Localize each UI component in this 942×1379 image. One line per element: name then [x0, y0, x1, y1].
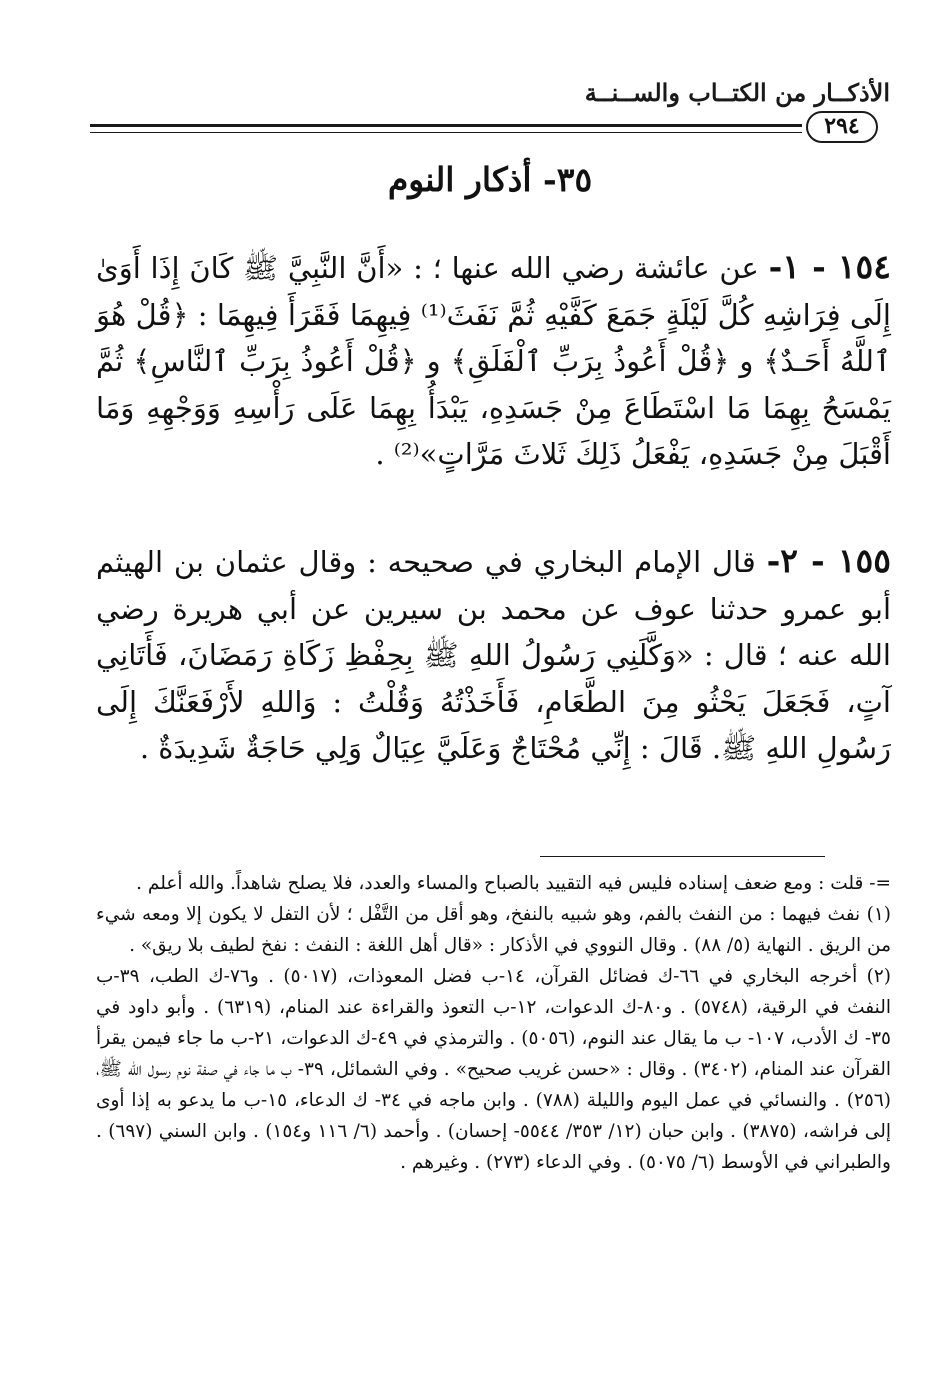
hadith-number: ١٥٥ - ٢- — [766, 541, 891, 580]
page-number-badge: ٢٩٤ — [806, 111, 878, 143]
hadith-number: ١٥٤ - ١- — [768, 247, 892, 286]
chapter-title: ٣٥- أذكار النوم — [387, 160, 593, 199]
hadith-155 — [96, 538, 891, 772]
footnote-1: (١) نفث فيهما : من النفث بالفم، وهو شبيه بالنفخ، وهو أقل من التَّفْل ؛ لأن التفل لا يكون إلا ومعه شيء من الريق . النهاية (٥/ ٨٨) . وقال النووي في الأذكار : «قال أهل اللغة : النفث : نفخ لطيف بلا ريق» . — [96, 904, 891, 956]
header-rule — [90, 124, 802, 133]
running-header-title: الأذكــار من الكتــاب والســنــة — [584, 78, 890, 107]
footnote-continuation: =- قلت : ومع ضعف إسناده فليس فيه التقييد بالصباح والمساء والعدد، فلا يصلح شاهداً. والله أعلم . — [136, 873, 891, 894]
hadith-154 — [96, 244, 891, 478]
footnote-separator — [540, 856, 825, 857]
hadith-text: عن عائشة رضي الله عنها ؛ : «أَنَّ النَّبِيَّ ﷺ كَانَ إِذَا أَوَىٰ إِلَى فِرَاشِهِ كُلَّ لَيْلَةٍ جَمَعَ كَفَّيْهِ ثُمَّ نَفَثَ⁽¹⁾ فِيهِمَا فَقَرَأَ فِيهِمَا : ﴿قُلْ هُوَ ٱللَّهُ أَحَـدٌ﴾ و ﴿قُلْ أَعُوذُ بِرَبِّ ٱلْفَلَقِ﴾ و ﴿قُلْ أَعُوذُ بِرَبِّ ٱلنَّاسِ﴾ ثُمَّ يَمْسَحُ بِهِمَا مَا اسْتَطَاعَ مِنْ جَسَدِهِ، يَبْدَأُ بِهِمَا عَلَى رَأْسِهِ وَوَجْهِهِ وَمَا أَقْبَلَ مِنْ جَسَدِهِ، يَفْعَلُ ذَلِكَ ثَلاثَ مَرَّاتٍ»⁽²⁾ . — [96, 251, 891, 471]
hadith-text: قال الإمام البخاري في صحيحه : وقال عثمان بن الهيثم أبو عمرو حدثنا عوف عن محمد بن سيرين عن أبي هريرة رضي الله عنه ؛ قال : «وَكَّلَنِي رَسُولُ اللهِ ﷺ بِحِفْظِ زَكَاةِ رَمَضَانَ، فَأَتَانِي آتٍ، فَجَعَلَ يَحْثُو مِنَ الطَّعَامِ، فَأَخَذْتُهُ وَقُلْتُ : وَاللهِ لأَرْفَعَنَّكَ إِلَى رَسُولِ اللهِ ﷺ. قَالَ : إِنِّي مُحْتَاجٌ وَعَلَيَّ عِيَالٌ وَلِي حَاجَةٌ شَدِيدَةٌ . — [96, 545, 891, 765]
footnotes — [96, 868, 891, 1178]
footnote-2: (٢) أخرجه البخاري في ٦٦-ك فضائل القرآن، ١٤-ب فضل المعوذات، (٥٠١٧) . و٧٦-ك الطب، ٣٩-ب النفث في الرقية، (٥٧٤٨) . و٨٠-ك الدعوات، ١٢-ب التعوذ والقراءة عند المنام، (٦٣١٩) . وأبو داود في ٣٥- ك الأدب، ١٠٧- ب ما يقال عند النوم، (٥٠٥٦) . والترمذي في ٤٩-ك الدعوات، ٢١-ب ما جاء فيمن يقرأ القرآن عند المنام، (٣٤٠٢) . وقال : «حسن غريب صحيح» . وفي الشمائل، ٣٩- ب ما جاء في صفة نوم رسول الله ﷺ، (٢٥٦) . والنسائي في عمل اليوم والليلة (٧٨٨) . وابن ماجه في ٣٤- ك الدعاء، ١٥-ب ما يدعو به إذا أوى إلى فراشه، (٣٨٧٥) . وابن حبان (١٢/ ٣٥٣/ ٥٥٤٤- إحسان) . وأحمد (٦/ ١١٦ و١٥٤) . وابن السني (٦٩٧) . والطبراني في الأوسط (٦/ ٥٠٧٥) . وفي الدعاء (٢٧٣) . وغيرهم . — [96, 966, 892, 1173]
